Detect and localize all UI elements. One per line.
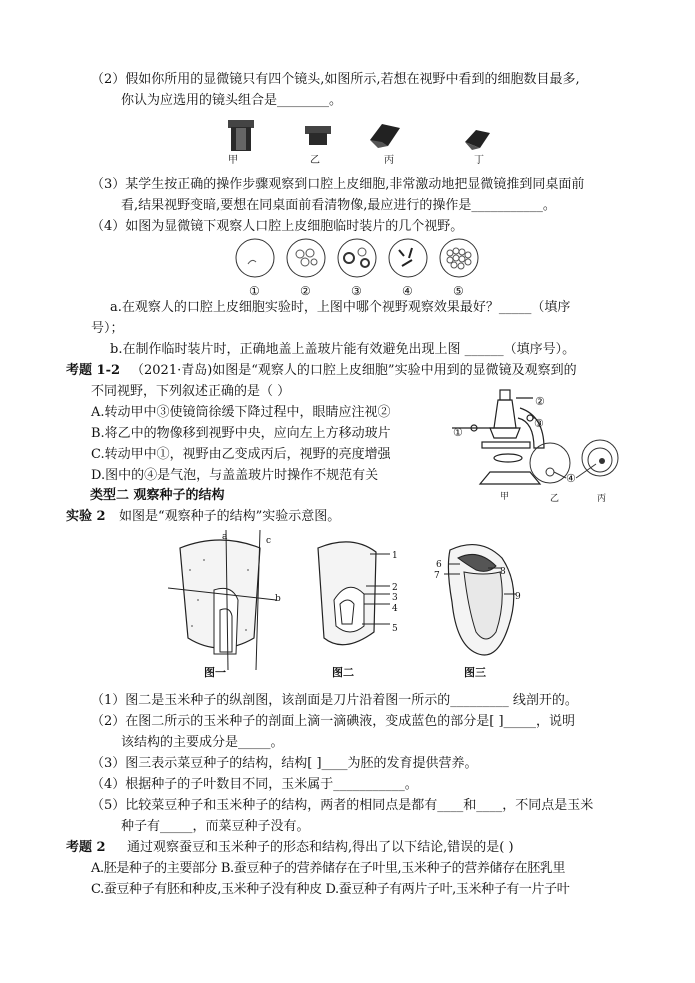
ex12-opt-a: A.转动甲中③使镜筒徐缓下降过程中，眼睛应注视②: [91, 405, 391, 420]
q4-b-line: b.在制作临时装片时，正确地盖上盖玻片能有效避免出现上图 ______（填序号）。: [110, 342, 576, 357]
fig1-label-b: b: [275, 594, 281, 604]
q4-a-line2: 号）；: [91, 321, 124, 336]
ex2-opt-ab: A.胚是种子的主要部分 B.蚕豆种子的营养储存在子叶里,玉米种子的营养储存在胚乳里: [91, 861, 566, 876]
lens-ding: [465, 130, 490, 150]
fig3-label-7: 7: [434, 571, 440, 581]
ex2-text: 通过观察蚕豆和玉米种子的形态和结构,得出了以下结论,错误的是( ): [127, 840, 514, 855]
mic-label-jia: 甲: [500, 492, 510, 502]
ex2-opt-cd: C.蚕豆种子有胚和种皮,玉米种子没有种皮 D.蚕豆种子有两片子叶,玉米种子有一片子叶: [91, 882, 570, 897]
microscope-figure: [450, 388, 640, 500]
seed-q2-line1: （2）在图二所示的玉米种子的剖面上滴一滴碘液，变成蓝色的部分是[ ]_____，说明: [91, 714, 576, 729]
lens-bing: [370, 124, 400, 148]
view-label-2: ②: [300, 284, 311, 298]
fig3-label-6: 6: [436, 560, 442, 570]
ex12-opt-b: B.将乙中的物像移到视野中央，应向左上方移动玻片: [91, 426, 391, 441]
ex12-opt-d: D.图中的④是气泡，与盖盖玻片时操作不规范有关: [91, 468, 379, 483]
ex2-head: 考题 2: [66, 840, 106, 855]
fig3-label-9: 9: [515, 592, 521, 602]
seed-q3: （3）图三表示菜豆种子的结构，结构[ ]____为胚的发育提供营养。: [91, 756, 478, 771]
view-label-1: ①: [249, 284, 260, 298]
fig2-label-3: 3: [392, 593, 398, 603]
view-fields-figure: [234, 238, 494, 280]
mic-label-bing: 丙: [597, 494, 607, 504]
exp2-head: 实验 2: [66, 509, 106, 524]
mic-label-2: ②: [535, 395, 545, 408]
corn-seed-fig2: [318, 542, 390, 645]
lens-label-jia: 甲: [228, 155, 238, 166]
lens-label-bing: 丙: [384, 155, 394, 166]
fig1-label-a: a: [222, 532, 228, 542]
fig1-label-c: c: [266, 536, 272, 546]
fig2-label-1: 1: [392, 551, 398, 561]
caption-fig3: 图三: [464, 666, 486, 679]
view-label-5: ⑤: [453, 284, 464, 298]
fig2-label-5: 5: [392, 624, 398, 634]
lens-yi: [305, 126, 331, 145]
view-label-3: ③: [351, 284, 362, 298]
q3-line2: 看,结果视野变暗,要想在同桌面前看清物像,最应进行的操作是___________。: [121, 198, 556, 213]
ex12-line2: 不同视野，下列叙述正确的是（ ）: [91, 384, 291, 399]
q3-line1: （3）某学生按正确的操作步骤观察到口腔上皮细胞,非常激动地把显微镜推到同桌面前: [91, 177, 585, 192]
fig2-label-4: 4: [392, 604, 398, 614]
lens-figure: [210, 118, 510, 168]
seed-q4: （4）根据种子的子叶数目不同，玉米属于___________。: [91, 777, 418, 792]
view-label-4: ④: [402, 284, 413, 298]
caption-fig1: 图一: [204, 666, 226, 679]
mic-label-1: ①: [453, 426, 463, 439]
exp2-text: 如图是“观察种子的结构”实验示意图。: [119, 509, 341, 524]
lens-label-ding: 丁: [474, 155, 484, 166]
lens-jia: [228, 120, 254, 151]
ex12-opt-c: C.转动甲中①，视野由乙变成丙后，视野的亮度增强: [91, 447, 391, 462]
seed-q5-line1: （5）比较菜豆种子和玉米种子的结构，两者的相同点是都有____和____，不同点是玉米: [91, 798, 594, 813]
q4-a-line1: a.在观察人的口腔上皮细胞实验时，上图中哪个视野观察效果最好？_____（填序: [110, 300, 571, 315]
q4-line1: （4）如图为显微镜下观察人口腔上皮细胞临时装片的几个视野。: [91, 219, 464, 234]
mic-label-yi: 乙: [550, 494, 560, 504]
q2-line1: （2）假如你所用的显微镜只有四个镜头,如图所示,若想在视野中看到的细胞数目最多,: [91, 72, 580, 87]
seed-q1: （1）图二是玉米种子的纵剖图，该剖面是刀片沿着图一所示的_________ 线剖开的。: [91, 693, 578, 708]
mic-label-3: ③: [534, 417, 544, 430]
ex12-line1: （2021·青岛)如图是“观察人的口腔上皮细胞”实验中用到的显微镜及观察到的: [131, 363, 577, 378]
bean-seed-fig3: [444, 545, 516, 655]
corn-seed-fig1: [168, 530, 276, 670]
ex12-head: 考题 1-2: [66, 363, 121, 378]
seed-figure: [168, 530, 538, 670]
lens-label-yi: 乙: [310, 155, 320, 166]
mic-label-4: ④: [566, 472, 576, 485]
type2-title: 类型二 观察种子的结构: [90, 488, 225, 503]
fig3-label-8: 8: [500, 567, 506, 577]
caption-fig2: 图二: [332, 666, 354, 679]
fig2-label-2: 2: [392, 583, 398, 593]
q2-line2: 你认为应选用的镜头组合是________。: [121, 93, 343, 108]
seed-q2-line2: 该结构的主要成分是_____。: [121, 735, 284, 750]
seed-q5-line2: 种子有_____，而菜豆种子没有。: [121, 819, 310, 834]
